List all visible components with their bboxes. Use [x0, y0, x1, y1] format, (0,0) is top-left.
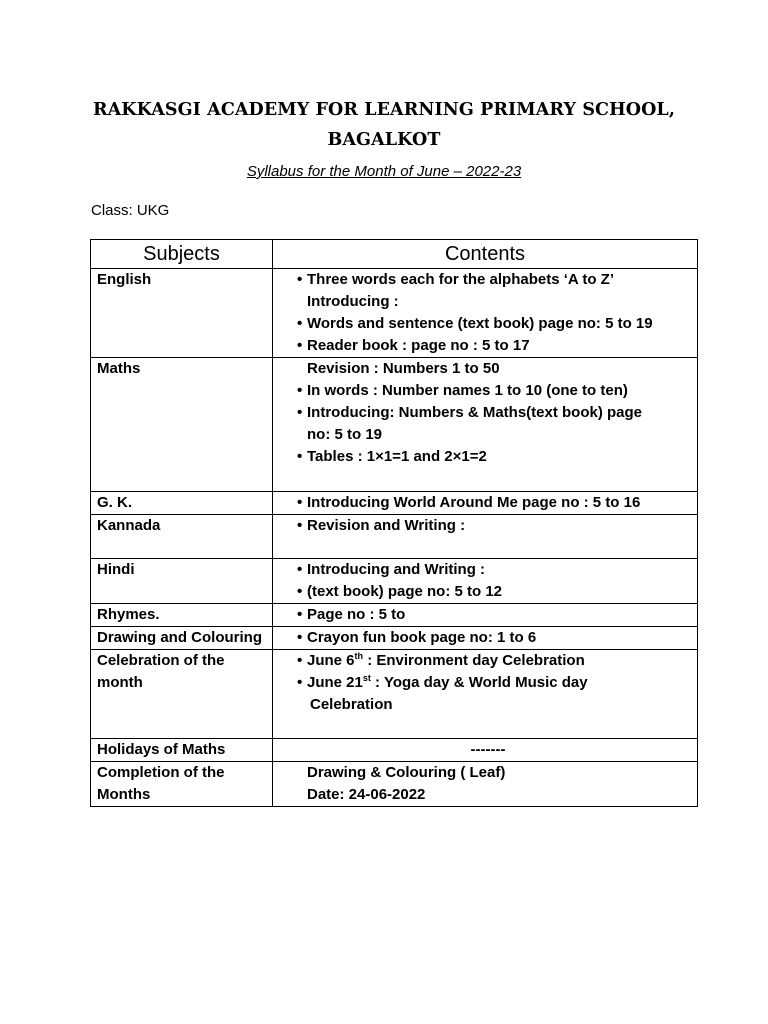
- header-contents: Contents: [273, 240, 698, 269]
- list-item: Drawing & Colouring ( Leaf): [307, 764, 506, 781]
- subject-completion-line1: Completion of the: [97, 764, 225, 781]
- list-item: • Page no : 5 to: [279, 604, 697, 626]
- list-item: Date: 24-06-2022: [307, 786, 426, 803]
- event-text: : Environment day Celebration: [363, 652, 585, 669]
- contents-rhymes: [273, 604, 698, 627]
- header-subjects: Subjects: [91, 240, 273, 269]
- subject-maths: Maths: [91, 358, 273, 492]
- list-item: [279, 650, 697, 672]
- list-item: • Words and sentence (text book) page no: 5 to 19: [279, 313, 697, 335]
- subject-gk: G. K.: [91, 492, 273, 515]
- list-item: • Introducing: Numbers & Maths(text book) page: [279, 402, 697, 424]
- subject-rhymes: Rhymes.: [91, 604, 273, 627]
- row-completion: [91, 762, 698, 807]
- subject-completion: [91, 762, 273, 807]
- subject-hindi: Hindi: [91, 559, 273, 604]
- syllabus-table: [90, 239, 698, 807]
- list-item: • Introducing and Writing :: [279, 559, 697, 581]
- contents-drawing: [273, 627, 698, 650]
- school-title-line1: RAKKASGI ACADEMY FOR LEARNING PRIMARY SCHOOL,: [92, 100, 676, 120]
- contents-maths: [273, 358, 698, 492]
- subject-english: English: [91, 269, 273, 358]
- list-item: • Revision and Writing :: [279, 515, 697, 537]
- row-gk: [91, 492, 698, 515]
- list-item: • Reader book : page no : 5 to 17: [279, 335, 697, 357]
- row-maths: [91, 358, 698, 492]
- school-title-line2: BAGALKOT: [327, 130, 441, 150]
- subject-kannada: Kannada: [91, 515, 273, 559]
- subject-holidays: Holidays of Maths: [91, 739, 273, 762]
- contents-completion: [273, 762, 698, 807]
- row-hindi: [91, 559, 698, 604]
- list-item: Celebration: [310, 696, 393, 713]
- class-label: Class: UKG: [91, 202, 170, 219]
- event-text: : Yoga day & World Music day: [370, 674, 588, 691]
- list-item: • Three words each for the alphabets ‘A to Z’: [279, 269, 697, 291]
- row-kannada: [91, 515, 698, 559]
- subject-celebration-line2: month: [97, 674, 143, 691]
- row-rhymes: [91, 604, 698, 627]
- row-drawing: [91, 627, 698, 650]
- contents-kannada: [273, 515, 698, 559]
- subject-celebration: [91, 650, 273, 739]
- date-text: June 21: [307, 674, 363, 691]
- list-item: no: 5 to 19: [307, 426, 383, 443]
- list-item: • Crayon fun book page no: 1 to 6: [279, 627, 697, 649]
- ordinal-suffix: th: [354, 651, 364, 661]
- contents-hindi: [273, 559, 698, 604]
- table-header-row: [91, 240, 698, 269]
- date-text: June 6: [307, 652, 355, 669]
- list-item: Introducing :: [307, 293, 399, 310]
- list-item: • (text book) page no: 5 to 12: [279, 581, 697, 603]
- subject-drawing: Drawing and Colouring: [91, 627, 273, 650]
- list-item: Revision : Numbers 1 to 50: [307, 360, 500, 377]
- subject-celebration-line1: Celebration of the: [97, 652, 225, 669]
- subject-completion-line2: Months: [97, 786, 151, 803]
- school-title: [60, 95, 708, 155]
- list-item: [279, 672, 697, 694]
- contents-gk: [273, 492, 698, 515]
- syllabus-subtitle: Syllabus for the Month of June – 2022-23: [246, 163, 522, 180]
- contents-holidays: -------: [273, 739, 698, 762]
- list-item: • In words : Number names 1 to 10 (one to ten): [279, 380, 697, 402]
- ordinal-suffix: st: [362, 673, 371, 683]
- list-item: • Tables : 1×1=1 and 2×1=2: [279, 446, 697, 468]
- contents-celebration: [273, 650, 698, 739]
- row-holidays: [91, 739, 698, 762]
- list-item: • Introducing World Around Me page no : 5 to 16: [279, 492, 697, 514]
- contents-english: [273, 269, 698, 358]
- row-celebration: [91, 650, 698, 739]
- row-english: [91, 269, 698, 358]
